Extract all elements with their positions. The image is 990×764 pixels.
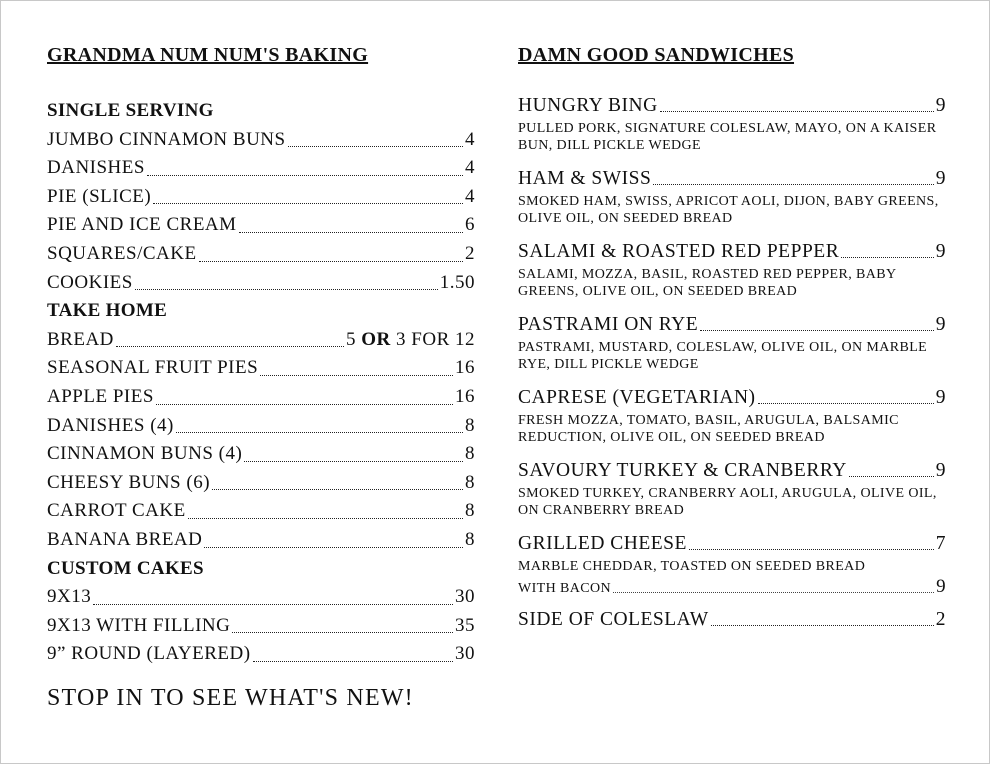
item-name: 9” ROUND (LAYERED) — [47, 643, 251, 665]
dot-leader — [93, 604, 453, 605]
price-bulk: 3 FOR 12 — [396, 328, 475, 350]
sandwich-price: 9 — [935, 314, 946, 335]
dot-leader — [153, 203, 463, 204]
side-price: 2 — [935, 609, 946, 630]
menu-item — [47, 412, 475, 441]
take-home-list — [47, 326, 475, 555]
sandwich-name: SALAMI & ROASTED RED PEPPER — [518, 241, 840, 262]
item-price: 8 — [465, 443, 475, 465]
price-single: 5 — [346, 328, 357, 350]
menu-item — [47, 526, 475, 555]
item-name: DANISHES — [47, 157, 145, 179]
item-name: SQUARES/CAKE — [47, 242, 197, 264]
dot-leader — [239, 232, 463, 233]
dot-leader — [232, 632, 453, 633]
dot-leader — [147, 175, 463, 176]
menu-item — [47, 269, 475, 298]
addon-row — [518, 575, 946, 599]
sandwich-description: PASTRAMI, MUSTARD, COLESLAW, OLIVE OIL, ON MARBLE RYE, DILL PICKLE WEDGE — [518, 340, 928, 372]
sandwich-name: SAVOURY TURKEY & CRANBERRY — [518, 460, 847, 481]
item-name: CINNAMON BUNS (4) — [47, 443, 243, 465]
dot-leader — [653, 184, 933, 185]
sandwich-description: SALAMI, MOZZA, BASIL, ROASTED RED PEPPER, BABY GREENS, OLIVE OIL, ON SEEDED BREAD — [518, 267, 897, 299]
dot-leader — [199, 261, 463, 262]
item-price: 8 — [465, 414, 475, 436]
sandwiches-column — [518, 41, 946, 645]
item-price: 8 — [465, 528, 475, 550]
dot-leader — [758, 403, 934, 404]
sandwich-description: MARBLE CHEDDAR, TOASTED ON SEEDED BREAD — [518, 559, 866, 574]
menu-item — [47, 240, 475, 269]
dot-leader — [116, 346, 344, 347]
item-price: 4 — [465, 157, 475, 179]
menu-item — [47, 640, 475, 669]
dot-leader — [212, 489, 463, 490]
item-price: 8 — [465, 471, 475, 493]
item-name: 9X13 — [47, 586, 92, 608]
dot-leader — [613, 592, 934, 593]
custom-cakes-list — [47, 583, 475, 669]
menu-item — [47, 211, 475, 240]
dot-leader — [156, 404, 453, 405]
addon-name: WITH BACON — [518, 581, 612, 596]
side-name: SIDE OF COLESLAW — [518, 609, 709, 630]
item-price: 2 — [465, 242, 475, 264]
dot-leader — [135, 289, 438, 290]
sandwich-item — [518, 239, 946, 300]
menu-item — [47, 126, 475, 155]
or-word: OR — [361, 328, 391, 350]
menu-item — [47, 497, 475, 526]
sandwiches-title: DAMN GOOD SANDWICHES — [518, 44, 795, 66]
sandwich-item-grilled-cheese — [518, 531, 946, 599]
item-name: CARROT CAKE — [47, 500, 186, 522]
sandwich-price: 9 — [935, 95, 946, 116]
dot-leader — [253, 661, 453, 662]
item-price: 16 — [455, 357, 475, 379]
menu-item-bread — [47, 326, 475, 355]
item-price — [346, 326, 475, 355]
take-home-heading: TAKE HOME — [47, 300, 168, 322]
sandwich-description: SMOKED HAM, SWISS, APRICOT AOLI, DIJON, BABY GREENS, OLIVE OIL, ON SEEDED BREAD — [518, 194, 939, 226]
item-price: 4 — [465, 185, 475, 207]
item-name: 9X13 WITH FILLING — [47, 614, 231, 636]
menu-item — [47, 469, 475, 498]
dot-leader — [849, 476, 934, 477]
item-name: CHEESY BUNS (6) — [47, 471, 211, 493]
dot-leader — [711, 625, 934, 626]
sandwich-name: HUNGRY BING — [518, 95, 658, 116]
item-price: 8 — [465, 500, 475, 522]
sandwich-item — [518, 312, 946, 373]
dot-leader — [176, 432, 463, 433]
dot-leader — [841, 257, 934, 258]
tagline: STOP IN TO SEE WHAT'S NEW! — [47, 684, 414, 711]
sandwich-item — [518, 385, 946, 446]
sandwich-price: 9 — [935, 387, 946, 408]
item-name: PIE AND ICE CREAM — [47, 214, 237, 236]
sandwich-description: FRESH MOZZA, TOMATO, BASIL, ARUGULA, BALSAMIC REDUCTION, OLIVE OIL, ON SEEDED BREAD — [518, 413, 899, 445]
menu-item — [47, 440, 475, 469]
sandwich-item — [518, 93, 946, 154]
dot-leader — [700, 330, 934, 331]
menu-item — [47, 583, 475, 612]
item-price: 1.50 — [439, 271, 475, 293]
sandwich-description: PULLED PORK, SIGNATURE COLESLAW, MAYO, ON A KAISER BUN, DILL PICKLE WEDGE — [518, 121, 937, 153]
sandwich-description: SMOKED TURKEY, CRANBERRY AOLI, ARUGULA, OLIVE OIL, ON CRANBERRY BREAD — [518, 486, 937, 518]
item-name: BREAD — [47, 328, 114, 350]
menu-item — [47, 354, 475, 383]
menu-item — [47, 154, 475, 183]
item-price: 35 — [455, 614, 475, 636]
sandwich-item — [518, 166, 946, 227]
menu-item — [47, 383, 475, 412]
addon-price: 9 — [936, 576, 946, 597]
custom-cakes-heading: CUSTOM CAKES — [47, 557, 204, 579]
sandwich-price: 9 — [935, 460, 946, 481]
sandwich-price: 9 — [935, 241, 946, 262]
item-price: 6 — [465, 214, 475, 236]
sandwich-item — [518, 458, 946, 519]
dot-leader — [188, 518, 463, 519]
sandwich-price: 7 — [935, 533, 946, 554]
dot-leader — [244, 461, 463, 462]
item-name: JUMBO CINNAMON BUNS — [47, 128, 286, 150]
side-item — [518, 607, 946, 633]
dot-leader — [204, 547, 463, 548]
item-price: 30 — [455, 643, 475, 665]
single-serving-heading: SINGLE SERVING — [47, 100, 214, 121]
sandwich-name: CAPRESE (VEGETARIAN) — [518, 387, 756, 408]
sandwich-price: 9 — [935, 168, 946, 189]
menu-item — [47, 612, 475, 641]
item-name: SEASONAL FRUIT PIES — [47, 357, 259, 379]
item-name: DANISHES (4) — [47, 414, 174, 436]
menu-item — [47, 183, 475, 212]
sandwich-name: GRILLED CHEESE — [518, 533, 687, 554]
baking-title: GRANDMA NUM NUM'S BAKING — [47, 44, 369, 66]
baking-column — [47, 41, 475, 715]
sandwich-name: HAM & SWISS — [518, 168, 652, 189]
item-name: COOKIES — [47, 271, 133, 293]
dot-leader — [660, 111, 934, 112]
item-name: BANANA BREAD — [47, 528, 203, 550]
item-price: 4 — [465, 128, 475, 150]
dot-leader — [689, 549, 934, 550]
item-name: PIE (SLICE) — [47, 185, 152, 207]
dot-leader — [288, 146, 463, 147]
item-price: 16 — [455, 385, 475, 407]
item-price: 30 — [455, 586, 475, 608]
sandwich-name: PASTRAMI ON RYE — [518, 314, 699, 335]
dot-leader — [260, 375, 453, 376]
single-serving-list — [47, 126, 475, 298]
item-name: APPLE PIES — [47, 385, 154, 407]
